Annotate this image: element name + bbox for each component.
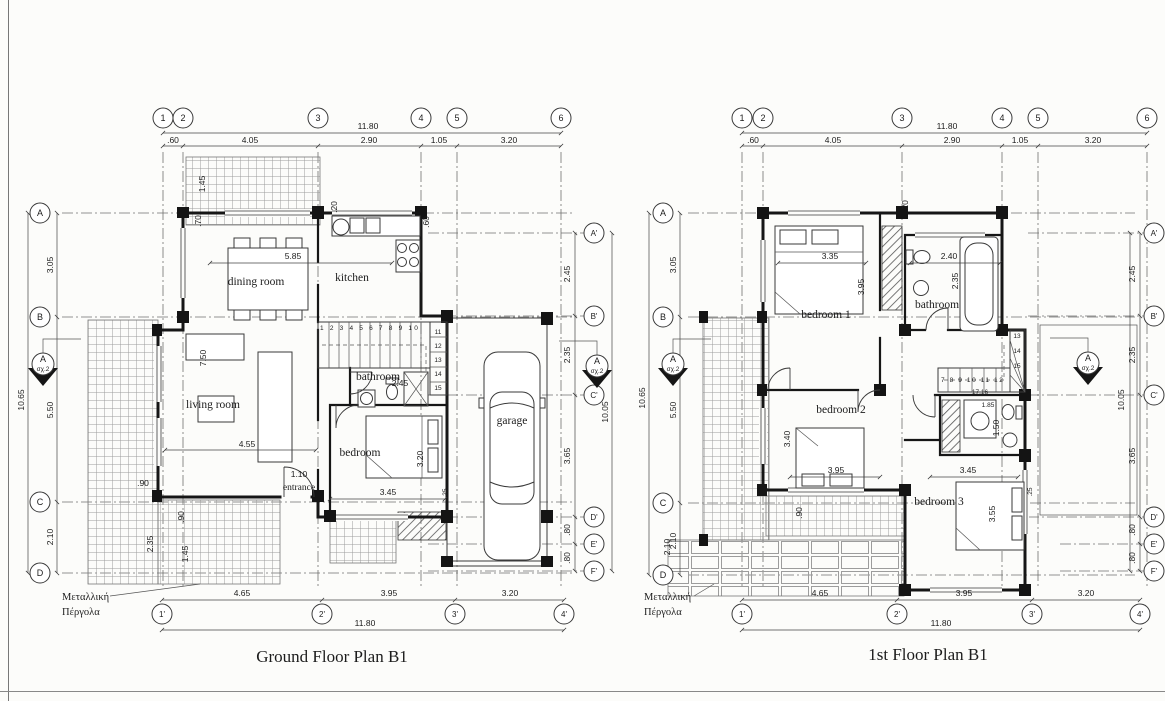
stair-tread-11: 11 bbox=[434, 329, 442, 336]
dim-wall-offset: .20 bbox=[329, 201, 339, 213]
pergola-label-line1: Μεταλλική bbox=[62, 592, 110, 603]
dim-right-4: .80 bbox=[562, 552, 572, 564]
stair-tread-13: 13 bbox=[434, 357, 442, 364]
dim-bottom-0: 4.65 bbox=[233, 588, 251, 598]
dim-right-0: 2.45 bbox=[1127, 265, 1137, 283]
wardrobe-hatch bbox=[882, 226, 902, 310]
stair-tread-14: 14 bbox=[434, 371, 442, 378]
dim-ledge: .25 bbox=[1027, 487, 1034, 497]
grid-bubble: B bbox=[36, 312, 44, 322]
car-icon bbox=[479, 352, 545, 560]
grid-bubble: C' bbox=[1150, 391, 1158, 400]
dim-total-left: 10.65 bbox=[637, 387, 647, 409]
first-floor-title: 1st Floor Plan B1 bbox=[868, 645, 988, 664]
section-letter: A bbox=[39, 354, 47, 364]
grid-bubble: 2 bbox=[180, 113, 186, 123]
dim-top-2: 2.90 bbox=[943, 135, 961, 145]
dim-right-2: 3.65 bbox=[1127, 447, 1137, 465]
dim-total-bottom: 11.80 bbox=[930, 618, 952, 628]
grid-bubble: F' bbox=[1150, 567, 1158, 576]
chain-left bbox=[637, 203, 680, 585]
pergola-label-line2: Πέργολα bbox=[62, 607, 100, 618]
grid-bubble: E' bbox=[1150, 540, 1158, 549]
pillow bbox=[428, 420, 438, 444]
dim-bedroom1-width: 3.35 bbox=[821, 251, 839, 261]
dim-bottom-0: 4.65 bbox=[811, 588, 829, 598]
grid-bubble: 3' bbox=[452, 610, 458, 619]
dim-wall-offset: .20 bbox=[900, 200, 910, 212]
grid-bubbles-right bbox=[584, 223, 604, 581]
grid-bubble: C' bbox=[590, 391, 598, 400]
porch-tiles bbox=[330, 517, 396, 563]
dim-step-b: .90 bbox=[176, 511, 186, 523]
room-label-living: living room bbox=[186, 399, 240, 411]
bedroom3-door bbox=[913, 395, 935, 417]
grid-bubble: C bbox=[659, 498, 667, 508]
pillow bbox=[1012, 516, 1022, 540]
grid-bubble: 1' bbox=[159, 610, 165, 619]
wardrobe-hatch bbox=[942, 400, 960, 452]
dim-top-1: 4.05 bbox=[241, 135, 259, 145]
armchair bbox=[186, 334, 244, 360]
grid-bubble: 2' bbox=[319, 610, 325, 619]
grid-bubble: D bbox=[659, 570, 667, 580]
stair-tread-13: 13 bbox=[1013, 333, 1021, 340]
dim-right-4: .80 bbox=[1127, 552, 1137, 564]
section-letter: A bbox=[1084, 353, 1092, 363]
dim-total-top: 11.80 bbox=[936, 121, 958, 131]
dim-top-4: 3.20 bbox=[1084, 135, 1102, 145]
dim-top-0: .60 bbox=[167, 135, 179, 145]
room-label-bathroom: bathroom bbox=[355, 371, 401, 383]
balcony-tiles bbox=[766, 496, 904, 536]
pergola-areas bbox=[668, 318, 1137, 596]
dim-top-1: 4.05 bbox=[824, 135, 842, 145]
dim-right-2: 3.65 bbox=[562, 447, 572, 465]
dim-pergola-c: 2.35 bbox=[145, 535, 155, 553]
grid-bubble: D' bbox=[590, 513, 598, 522]
grid-bubble: 1' bbox=[739, 610, 745, 619]
sink-bowl-2 bbox=[366, 218, 380, 233]
dim-bedroom-height: 3.20 bbox=[415, 450, 425, 468]
dim-bathroom-height: 2.35 bbox=[950, 272, 960, 290]
grid-bubble: 4 bbox=[418, 113, 424, 123]
dim-living-width: 4.55 bbox=[238, 439, 256, 449]
dim-left-2: 2.10 bbox=[45, 528, 55, 546]
room-label-garage: garage bbox=[496, 415, 528, 427]
dim-kitchen-corner: .60 bbox=[421, 216, 431, 228]
dim-total-bottom: 11.80 bbox=[354, 618, 376, 628]
section-marker-left bbox=[28, 339, 81, 386]
grid-bubble: 2 bbox=[760, 113, 766, 123]
grid-bubble: E' bbox=[590, 540, 598, 549]
chain-top bbox=[153, 108, 571, 146]
bathroom-door bbox=[926, 308, 948, 330]
dim-landing-pair: 17,16 bbox=[971, 389, 989, 396]
pergola-bottom-slats bbox=[668, 540, 904, 596]
dim-top-3: 1.05 bbox=[1011, 135, 1029, 145]
grid-bubble: 3 bbox=[315, 113, 321, 123]
chain-top bbox=[732, 108, 1157, 146]
dim-entrance-width: 1.10 bbox=[290, 469, 308, 479]
toilet-icon bbox=[1002, 405, 1014, 420]
dim-right-0: 2.45 bbox=[562, 265, 572, 283]
grid-bubble: 1 bbox=[160, 113, 166, 123]
stair-tread-12: 12 bbox=[434, 343, 442, 350]
grid-bubble: 3 bbox=[899, 113, 905, 123]
ground-floor-title: Ground Floor Plan B1 bbox=[256, 647, 408, 666]
toilet-tank bbox=[906, 250, 913, 264]
dim-left-2: 2.10 bbox=[668, 532, 678, 550]
grid-bubble: 4 bbox=[999, 113, 1005, 123]
pillow bbox=[780, 230, 806, 244]
dim-wc-height: 1.50 bbox=[991, 419, 1001, 437]
room-label-bathroom: bathroom bbox=[914, 299, 960, 311]
dim-total-left: 10.65 bbox=[16, 389, 26, 411]
stair-run-numbers: 7 8 9 10 11 12 bbox=[941, 377, 1005, 384]
pergola-label-line2: Πέργολα bbox=[644, 607, 682, 618]
grid-bubble: A' bbox=[1150, 229, 1158, 238]
room-label-dining: dining room bbox=[227, 276, 285, 288]
pergola-annotation bbox=[62, 584, 200, 618]
dim-total-right: 10.05 bbox=[1116, 389, 1126, 411]
chain-left bbox=[16, 203, 57, 583]
dim-bottom-1: 3.95 bbox=[380, 588, 398, 598]
first-floor-plan bbox=[637, 108, 1164, 664]
chain-bottom bbox=[152, 588, 574, 630]
dim-top-2: 2.90 bbox=[360, 135, 378, 145]
dim-top-3: 1.05 bbox=[430, 135, 448, 145]
grid-bubble: B bbox=[659, 312, 667, 322]
grid-bubble: 4' bbox=[1137, 610, 1143, 619]
grid-bubble: 5 bbox=[1035, 113, 1041, 123]
grid-bubble: 6 bbox=[1144, 113, 1150, 123]
toilet-icon bbox=[914, 251, 930, 264]
stair-tread-15: 15 bbox=[434, 385, 442, 392]
dim-left-0: 3.05 bbox=[45, 256, 55, 274]
chain-right bbox=[1116, 223, 1164, 581]
grid-bubble: C bbox=[36, 497, 44, 507]
grid-bubble: B' bbox=[590, 312, 598, 321]
dim-ledge: .25 bbox=[442, 488, 449, 498]
dim-right-1: 2.35 bbox=[1127, 346, 1137, 364]
grid-bubble: A bbox=[36, 208, 44, 218]
dim-right-1: 2.35 bbox=[562, 346, 572, 364]
dim-hall: 1.85 bbox=[981, 402, 995, 409]
sofa bbox=[258, 352, 292, 462]
dim-pergola-b: .70 bbox=[193, 215, 203, 227]
section-letter: A bbox=[593, 356, 601, 366]
section-ref: σχ.2 bbox=[666, 366, 680, 373]
grid-bubble: D' bbox=[1150, 513, 1158, 522]
grid-bubble: F' bbox=[590, 567, 598, 576]
bedroom-door bbox=[336, 405, 359, 428]
dim-bottom-2: 3.20 bbox=[501, 588, 519, 598]
stair-tread-14: 14 bbox=[1013, 348, 1021, 355]
dim-step: .90 bbox=[794, 507, 804, 519]
grid-bubble: D bbox=[36, 568, 44, 578]
washbasin-icon bbox=[914, 281, 929, 296]
dim-right-3: .80 bbox=[562, 524, 572, 536]
pillow bbox=[812, 230, 838, 244]
sink-bowl-1 bbox=[350, 218, 364, 233]
dim-bottom-1: 3.95 bbox=[955, 588, 973, 598]
dim-living-height: 7.50 bbox=[198, 349, 208, 367]
dim-bedroom-width: 3.45 bbox=[379, 487, 397, 497]
stair-run-numbers: 1 2 3 4 5 6 7 8 9 10 bbox=[320, 325, 421, 332]
toilet-tank bbox=[1016, 406, 1022, 419]
grid-bubble: 4' bbox=[561, 610, 567, 619]
dim-step-a: .90 bbox=[137, 478, 149, 488]
dim-pergola-a: 1.45 bbox=[197, 175, 207, 193]
ground-floor-plan bbox=[16, 108, 612, 666]
dim-bathroom-width: 2.40 bbox=[940, 251, 958, 261]
room-label-bedroom2: bedroom 2 bbox=[816, 404, 866, 416]
dim-bedroom3-width: 3.45 bbox=[959, 465, 977, 475]
room-label-bedroom3: bedroom 3 bbox=[914, 496, 964, 508]
dim-bedroom2-width: 3.95 bbox=[827, 465, 845, 475]
stove-counter bbox=[396, 240, 420, 272]
section-marker-right bbox=[1050, 338, 1103, 385]
dim-pergola-d: 1.45 bbox=[180, 545, 190, 563]
grid-bubble: 3' bbox=[1029, 610, 1035, 619]
dim-dining-width: 5.85 bbox=[284, 251, 302, 261]
dim-right-3: .80 bbox=[1127, 524, 1137, 536]
dim-left-0: 3.05 bbox=[668, 256, 678, 274]
kitchen-appliance bbox=[333, 219, 349, 235]
section-letter: A bbox=[669, 354, 677, 364]
pillow bbox=[830, 474, 852, 486]
dim-left-1: 5.50 bbox=[668, 401, 678, 419]
dim-bedroom2-height: 3.40 bbox=[782, 430, 792, 448]
grid-bubble: 2' bbox=[894, 610, 900, 619]
grid-bubble: B' bbox=[1150, 312, 1158, 321]
room-label-bedroom1: bedroom 1 bbox=[801, 309, 851, 321]
dim-top-4: 3.20 bbox=[500, 135, 518, 145]
section-ref: σχ.2 bbox=[1081, 365, 1095, 372]
dim-bathroom: 2.45 bbox=[391, 378, 409, 388]
bedroom1-door bbox=[768, 368, 790, 390]
room-label-entrance: entrance bbox=[282, 483, 316, 493]
room-label-kitchen: kitchen bbox=[335, 272, 369, 284]
dim-top-0: .60 bbox=[747, 135, 759, 145]
pergola-label-line1: Μεταλλική bbox=[644, 592, 692, 603]
grid-bubble: 6 bbox=[558, 113, 564, 123]
dim-total-right: 10.05 bbox=[600, 401, 610, 423]
room-label-bedroom: bedroom bbox=[339, 447, 381, 459]
grid-bubble: 1 bbox=[739, 113, 745, 123]
section-ref: σχ.2 bbox=[36, 366, 50, 373]
pillow bbox=[428, 448, 438, 472]
stairs bbox=[938, 330, 1025, 392]
dim-left-1: 5.50 bbox=[45, 401, 55, 419]
washbasin-icon bbox=[1003, 433, 1017, 447]
dim-bottom-2: 3.20 bbox=[1077, 588, 1095, 598]
pillow bbox=[1012, 488, 1022, 512]
section-ref: σχ.2 bbox=[590, 368, 604, 375]
doors bbox=[768, 308, 948, 417]
dim-bedroom1-height: 3.95 bbox=[856, 278, 866, 296]
dim-total-top: 11.80 bbox=[357, 121, 379, 131]
stair-tread-15: 15 bbox=[1013, 363, 1021, 370]
grid-bubble: A' bbox=[590, 229, 598, 238]
grid-bubble: A bbox=[659, 208, 667, 218]
dim-balcony: 2.10 bbox=[662, 538, 672, 556]
dim-bedroom3-height: 3.55 bbox=[987, 505, 997, 523]
grid-bubble: 5 bbox=[454, 113, 460, 123]
pillow bbox=[802, 474, 824, 486]
chain-right bbox=[562, 223, 612, 581]
